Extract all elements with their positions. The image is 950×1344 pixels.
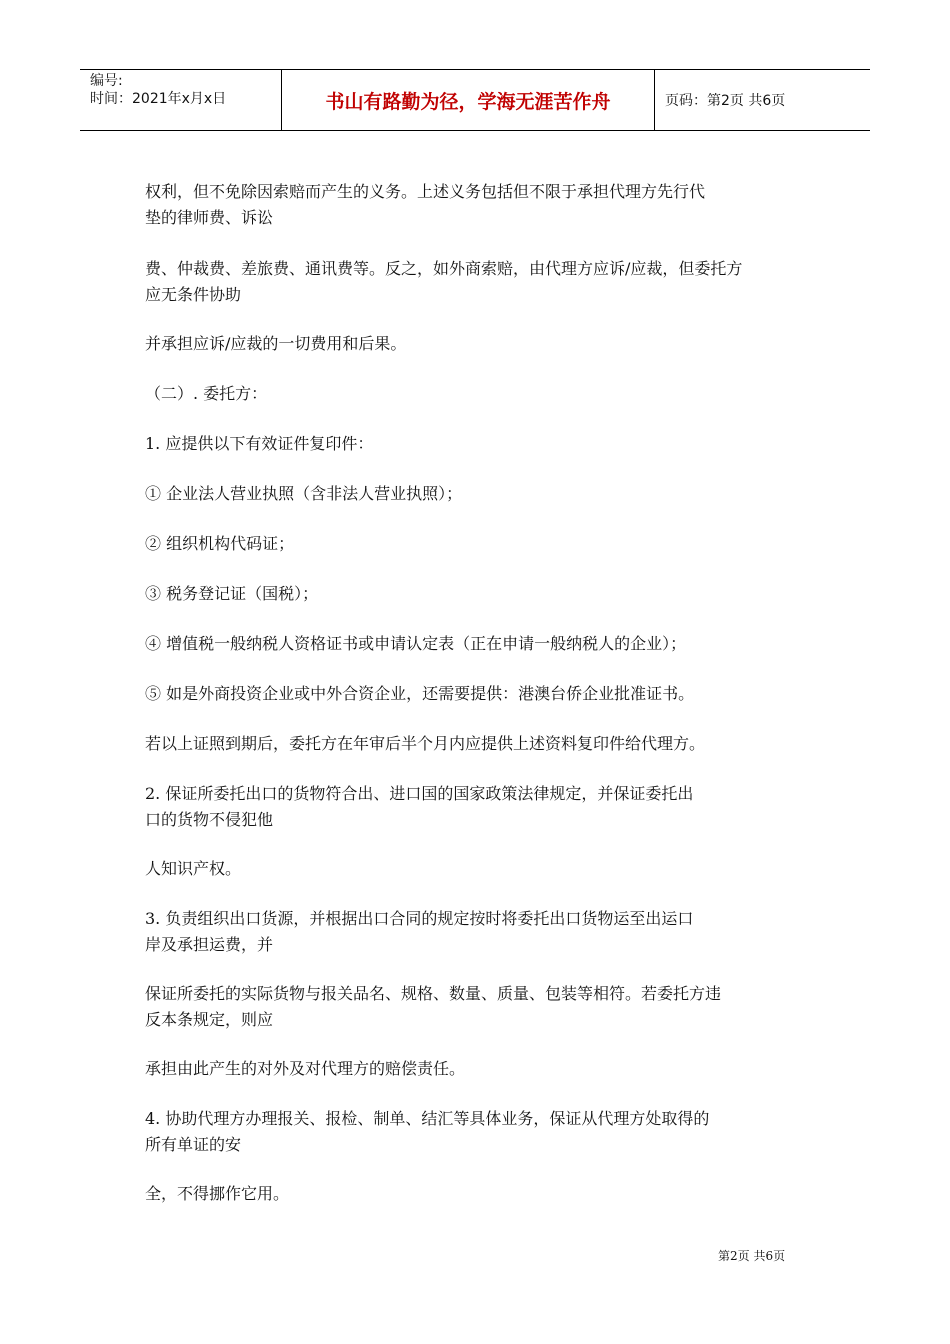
header-meta (80, 70, 281, 130)
document-date: 时间：2021年x月x日 (90, 91, 227, 107)
body-line: 费、仲裁费、差旅费、通讯费等。反之，如外商索赔，由代理方应诉/应裁，但委托方 (145, 259, 743, 278)
body-line: 并承担应诉/应裁的一切费用和后果。 (145, 334, 407, 353)
body-line: 全，不得挪作它用。 (145, 1184, 290, 1203)
body-line: 保证所委托的实际货物与报关品名、规格、数量、质量、包装等相符。若委托方违 (145, 984, 722, 1003)
body-line: 4. 协助代理方办理报关、报检、制单、结汇等具体业务，保证从代理方处取得的 (145, 1109, 710, 1128)
body-line: 应无条件协助 (145, 285, 242, 304)
body-line: 2. 保证所委托出口的货物符合出、进口国的国家政策法律规定，并保证委托出 (145, 784, 694, 803)
list-item: ⑤ 如是外商投资企业或中外合资企业，还需要提供：港澳台侨企业批准证书。 (145, 684, 695, 703)
header-page-code: 页码：第2页 共6页 (665, 93, 786, 109)
page-header (80, 69, 870, 131)
body-line: 反本条规定，则应 (145, 1010, 274, 1029)
page-footer-number: 第2页 共6页 (718, 1249, 786, 1263)
list-item: ① 企业法人营业执照（含非法人营业执照）； (145, 484, 463, 503)
section-heading: （二）. 委托方： (145, 384, 268, 403)
header-motto: 书山有路勤为径，学海无涯苦作舟 (281, 70, 655, 130)
body-line: 口的货物不侵犯他 (145, 810, 274, 829)
list-item: ② 组织机构代码证； (145, 534, 295, 553)
body-line: 3. 负责组织出口货源，并根据出口合同的规定按时将委托出口货物运至出运口 (145, 909, 694, 928)
body-line: 权利，但不免除因索赔而产生的义务。上述义务包括但不限于承担代理方先行代 (145, 182, 706, 201)
body-line: 岸及承担运费，并 (145, 935, 274, 954)
body-line: 人知识产权。 (145, 859, 242, 878)
list-item: ④ 增值税一般纳税人资格证书或申请认定表（正在申请一般纳税人的企业）； (145, 634, 687, 653)
body-line: 所有单证的安 (145, 1135, 242, 1154)
document-number-label: 编号: (90, 73, 123, 89)
list-item: ③ 税务登记证（国税）； (145, 584, 319, 603)
body-line: 1. 应提供以下有效证件复印件： (145, 434, 374, 453)
body-line: 垫的律师费、诉讼 (145, 208, 274, 227)
body-line: 若以上证照到期后，委托方在年审后半个月内应提供上述资料复印件给代理方。 (145, 734, 706, 753)
body-line: 承担由此产生的对外及对代理方的赔偿责任。 (145, 1059, 466, 1078)
